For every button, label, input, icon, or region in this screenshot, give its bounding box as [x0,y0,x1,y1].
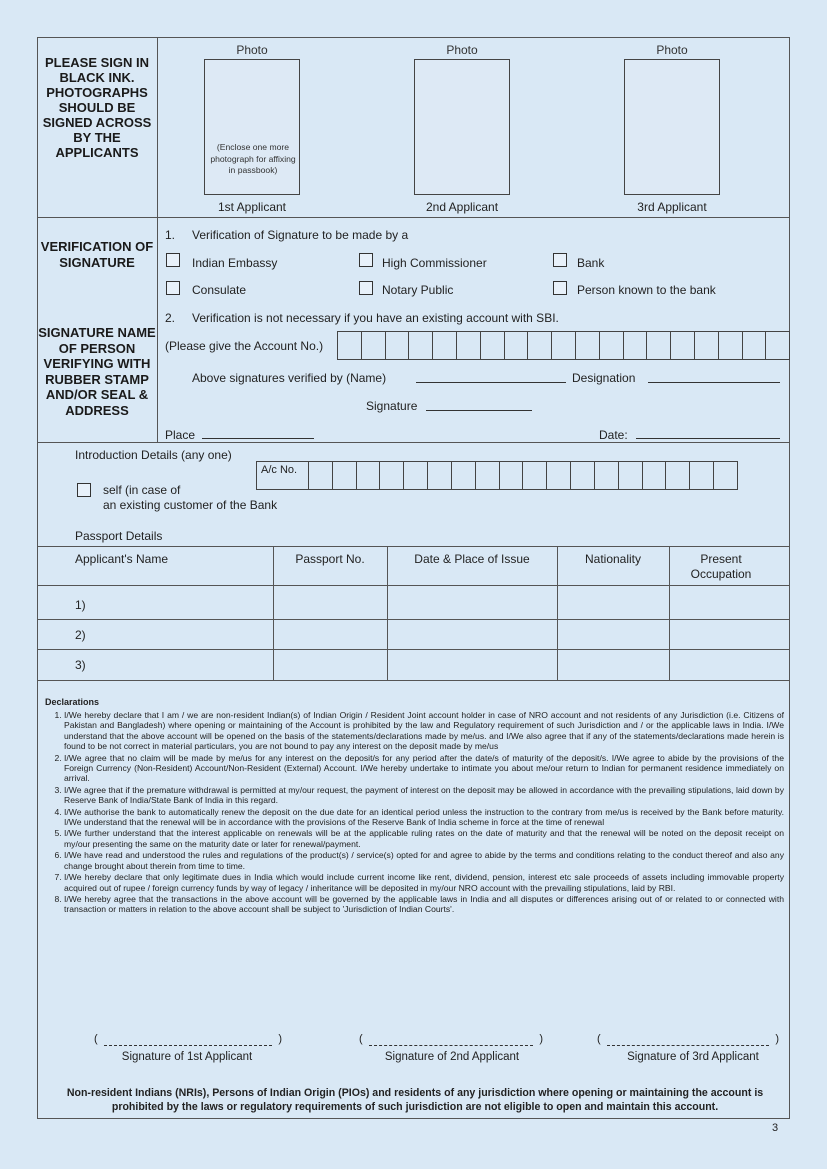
eligibility-notice: Non-resident Indians (NRIs), Persons of Indian Origin (PIOs) and residents of any jurisdiction where opening or maintaining the account is prohibited by the laws or regulatory requirements of such jurisdiction are not eligible to open and maintain this account. [66,1087,764,1113]
option-indian-embassy: Indian Embassy [192,256,278,270]
divider [157,37,158,442]
signature-field-1[interactable]: ( ) [94,1033,282,1045]
photo-label-1: Photo [236,43,268,57]
verification-heading: VERIFICATION OF SIGNATURE [40,239,154,270]
option-person-known: Person known to the bank [577,283,716,297]
account-prompt: (Please give the Account No.) [165,339,324,353]
self-line-2: an existing customer of the Bank [103,498,278,512]
divider [669,546,670,680]
photo-label-3: Photo [656,43,688,57]
declarations-list [44,710,784,916]
declaration-item: 2. I/We agree that no claim will be made by me/us for any interest on the deposit/s for any period after the date/s of maturity of the deposit/s. I/We agree to abide by the provisions of the Foreign Currency (Non-Resident) Account/Non-Resident (External) Account. I/We hereby undertake to intimate you about me/our return to Indian for permanent residence immediately on arrival. [64,753,784,784]
checkbox-bank[interactable] [553,253,567,267]
date-field[interactable] [636,438,780,439]
row-number-2: 2) [75,628,86,642]
declaration-item: 3. I/We agree that if the premature withdrawal is permitted at my/our request, the payment of interest on the deposit may be allowed in accordance with the prevailing stipulations, laid down by Reserve Bank of India/State Bank of India in this regard. [64,785,784,806]
intro-account-boxes[interactable] [308,461,738,490]
verifier-signature-field[interactable] [426,410,532,411]
verifier-name-field[interactable] [416,382,566,383]
signature-label: Signature [366,399,418,413]
signature-label-3: Signature of 3rd Applicant [627,1051,759,1063]
checkbox-indian-embassy[interactable] [166,253,180,267]
ac-label: A/c No. [256,461,308,490]
item1-number: 1. [165,228,176,242]
signature-field-2[interactable]: ( ) [359,1033,543,1045]
option-consulate: Consulate [192,283,247,297]
photo-box-3[interactable] [624,59,720,195]
checkbox-consulate[interactable] [166,281,180,295]
applicant-label-1: 1st Applicant [217,200,287,214]
photo-box-2[interactable] [414,59,510,195]
checkbox-self[interactable] [77,483,91,497]
passport-name-cell[interactable] [95,650,272,679]
passport-heading: Passport Details [75,529,163,543]
photo-note: (Enclose one more photograph for affixing in passbook) [210,142,296,175]
divider [37,442,790,443]
designation-field[interactable] [648,382,780,383]
col-occupation: Present Occupation [690,552,752,581]
self-line-1: self (in case of [103,483,181,497]
row-number-1: 1) [75,598,86,612]
place-label: Place [165,428,196,442]
place-field[interactable] [202,438,314,439]
item2-number: 2. [165,311,176,325]
col-passport-no: Passport No. [295,552,365,566]
item1-text: Verification of Signature to be made by a [192,228,409,242]
declaration-item: 4. I/We authorise the bank to automatically renew the deposit on the due date for an identical period unless the instruction to the contrary from me/us is received by the Bank before maturity. I/We understand that the renewal will be in accordance with the provisions of the Reserve Bank of India scheme in force at the time of renewal [64,807,784,828]
declaration-item: 7. I/We hereby declare that only legitimate dues in India which would include current income like rent, dividend, pension, interest etc sale proceeds of assets including immovable property acquired out of rupee / foreign currency funds by way of legacy / inheritance will be deposited in my/our NRO account with the prevailing stipulations, laid by RBI. [64,872,784,893]
checkbox-notary-public[interactable] [359,281,373,295]
option-bank: Bank [577,256,605,270]
date-label: Date: [599,428,628,442]
option-notary-public: Notary Public [382,283,454,297]
signature-label-2: Signature of 2nd Applicant [384,1051,520,1063]
declaration-item: 1. I/We hereby declare that I am / we are non-resident Indian(s) of Indian Origin / Resident Joint account holder in case of NRO account and not residents of any Jurisdiction (i.e. Citizens of Pakistan and Bangladesh) where opening or maintaining of the Account is prohibited by the law and Regulatory requirement of such Jurisdiction and / or the applicable laws in India. I/We understand that the above account will be opened on the basis of the statements/declarations made by me/us. and I/We also agree that if any of the statements/declarations made herein is found to be not correct in material particulars, you are not bound to pay any interest on the deposit made by me/us [64,710,784,752]
designation-label: Designation [572,371,636,385]
divider [387,546,388,680]
declaration-item: 5. I/We further understand that the interest applicable on renewals will be at the applicable ruling rates on the date of maturity and that the renewal will be noted on the deposit receipt on my/our presenting the same on the maturity date or later for renewal/payment. [64,828,784,849]
divider [557,546,558,680]
signature-label-1: Signature of 1st Applicant [121,1051,253,1063]
col-applicant-name: Applicant's Name [75,552,168,566]
col-date-place: Date & Place of Issue [414,552,530,566]
option-high-commissioner: High Commissioner [382,256,487,270]
passport-name-cell[interactable] [95,586,272,618]
checkbox-person-known[interactable] [553,281,567,295]
divider [37,546,790,547]
sign-instruction: PLEASE SIGN IN BLACK INK. PHOTOGRAPHS SHOULD BE SIGNED ACROSS BY THE APPLICANTS [42,55,152,160]
photo-label-2: Photo [446,43,478,57]
row-number-3: 3) [75,658,86,672]
item2-text: Verification is not necessary if you have an existing account with SBI. [192,311,559,325]
declaration-item: 6. I/We have read and understood the rules and regulations of the product(s) / service(s) opted for and agree to abide by the terms and conditions relating to the conduct thereof and also any change brought about therein from time to time. [64,850,784,871]
checkbox-high-commissioner[interactable] [359,253,373,267]
divider [273,546,274,680]
account-number-boxes[interactable] [337,331,790,360]
applicant-label-3: 3rd Applicant [637,200,707,214]
signature-field-3[interactable]: ( ) [597,1033,779,1045]
applicant-label-2: 2nd Applicant [425,200,499,214]
page-number: 3 [772,1122,779,1134]
verifier-heading: SIGNATURE NAME OF PERSON VERIFYING WITH RUBBER STAMP AND/OR SEAL & ADDRESS [38,325,156,418]
declaration-item: 8. I/We hereby agree that the transactions in the above account will be governed by the applicable laws in India and all disputes or differences arising out of or related to or connected with transaction or matters in relation to the above account shall be subject to 'Jurisdiction of Indian Courts'. [64,894,784,915]
col-nationality: Nationality [584,552,642,566]
divider [37,680,790,681]
introduction-heading: Introduction Details (any one) [75,448,232,462]
verified-by-label: Above signatures verified by (Name) [192,371,387,385]
passport-name-cell[interactable] [95,620,272,649]
divider [37,217,790,218]
photo-box-1[interactable] [204,59,300,195]
declarations-heading: Declarations [45,697,100,707]
